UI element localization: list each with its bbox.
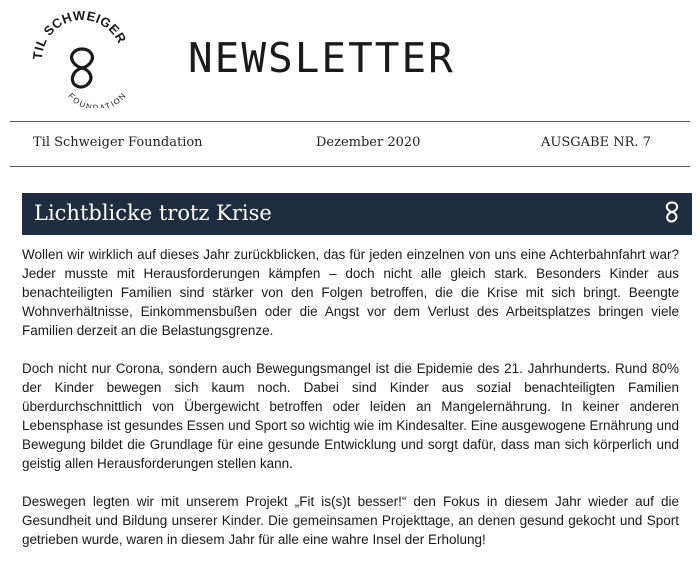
article-paragraph: Wollen wir wirklich auf dieses Jahr zurückblicken, das für jeden einzelnen von uns eine Achterbahnfahrt war? Jeder musste mit Herausforderungen kämpfen – doch nicht alle gleich stark. Besonders Kinder aus benachteiligten Familien sind stärker von den Folgen betroffen, die die Krise mit sich bringt. Beengte Wohnverhältnisse, Einkommensbußen oder die Angst vor dem Verlust des Arbeitsplatzes bringen viele Familien derzeit an die Belastungsgrenze. [22, 247, 679, 338]
logo-sub-text: FOUNDATION [66, 90, 129, 108]
section-banner [22, 193, 692, 235]
svg-text:TIL SCHWEIGER [30, 8, 130, 60]
foundation-logo-graphic [28, 8, 136, 108]
header-divider-top [10, 121, 690, 122]
infinity-knot-icon [72, 49, 93, 87]
organization-name: Til Schweiger Foundation [33, 135, 203, 150]
newsletter-title: NEWSLETTER [188, 34, 455, 82]
infinity-knot-icon [664, 200, 680, 224]
article-paragraph: Doch nicht nur Corona, sondern auch Bewegungsmangel ist die Epidemie des 21. Jahrhunderts. Rund 80% der Kinder bewegen sich kaum noch. Dabei sind Kinder aus sozial benachteiligten Familien überdurchschnittlich von Übergewicht betroffen oder leiden an Mangelernährung. In keiner anderen Lebensphase ist gesundes Essen und Sport so wichtig wie im Kindesalter. Eine ausgewogene Ernährung und Bewegung bildet die Grundlage für eine gesunde Entwicklung und sorgt dafür, dass man sich körperlich und geistig allen Herausforderungen stellen kann. [22, 361, 679, 471]
issue-date: Dezember 2020 [316, 135, 421, 150]
section-title: Lichtblicke trotz Krise [34, 201, 272, 225]
article-paragraph: Deswegen legten wir mit unserem Projekt „Fit is(s)t besser!“ den Fokus in diesem Jahr wieder auf die Gesundheit und Bildung unserer Kinder. Die gemeinsamen Projekttage, an denen gesund gekocht und Sport getrieben wurde, waren in diesem Jahr für alle eine wahre Insel der Erholung! [22, 494, 679, 547]
issue-number: AUSGABE NR. 7 [541, 135, 651, 150]
header-divider-bottom [10, 166, 690, 167]
svg-text:FOUNDATION [66, 90, 128, 108]
foundation-logo [28, 8, 136, 108]
logo-name-text: TIL SCHWEIGER [29, 8, 130, 61]
article-body [22, 245, 679, 568]
